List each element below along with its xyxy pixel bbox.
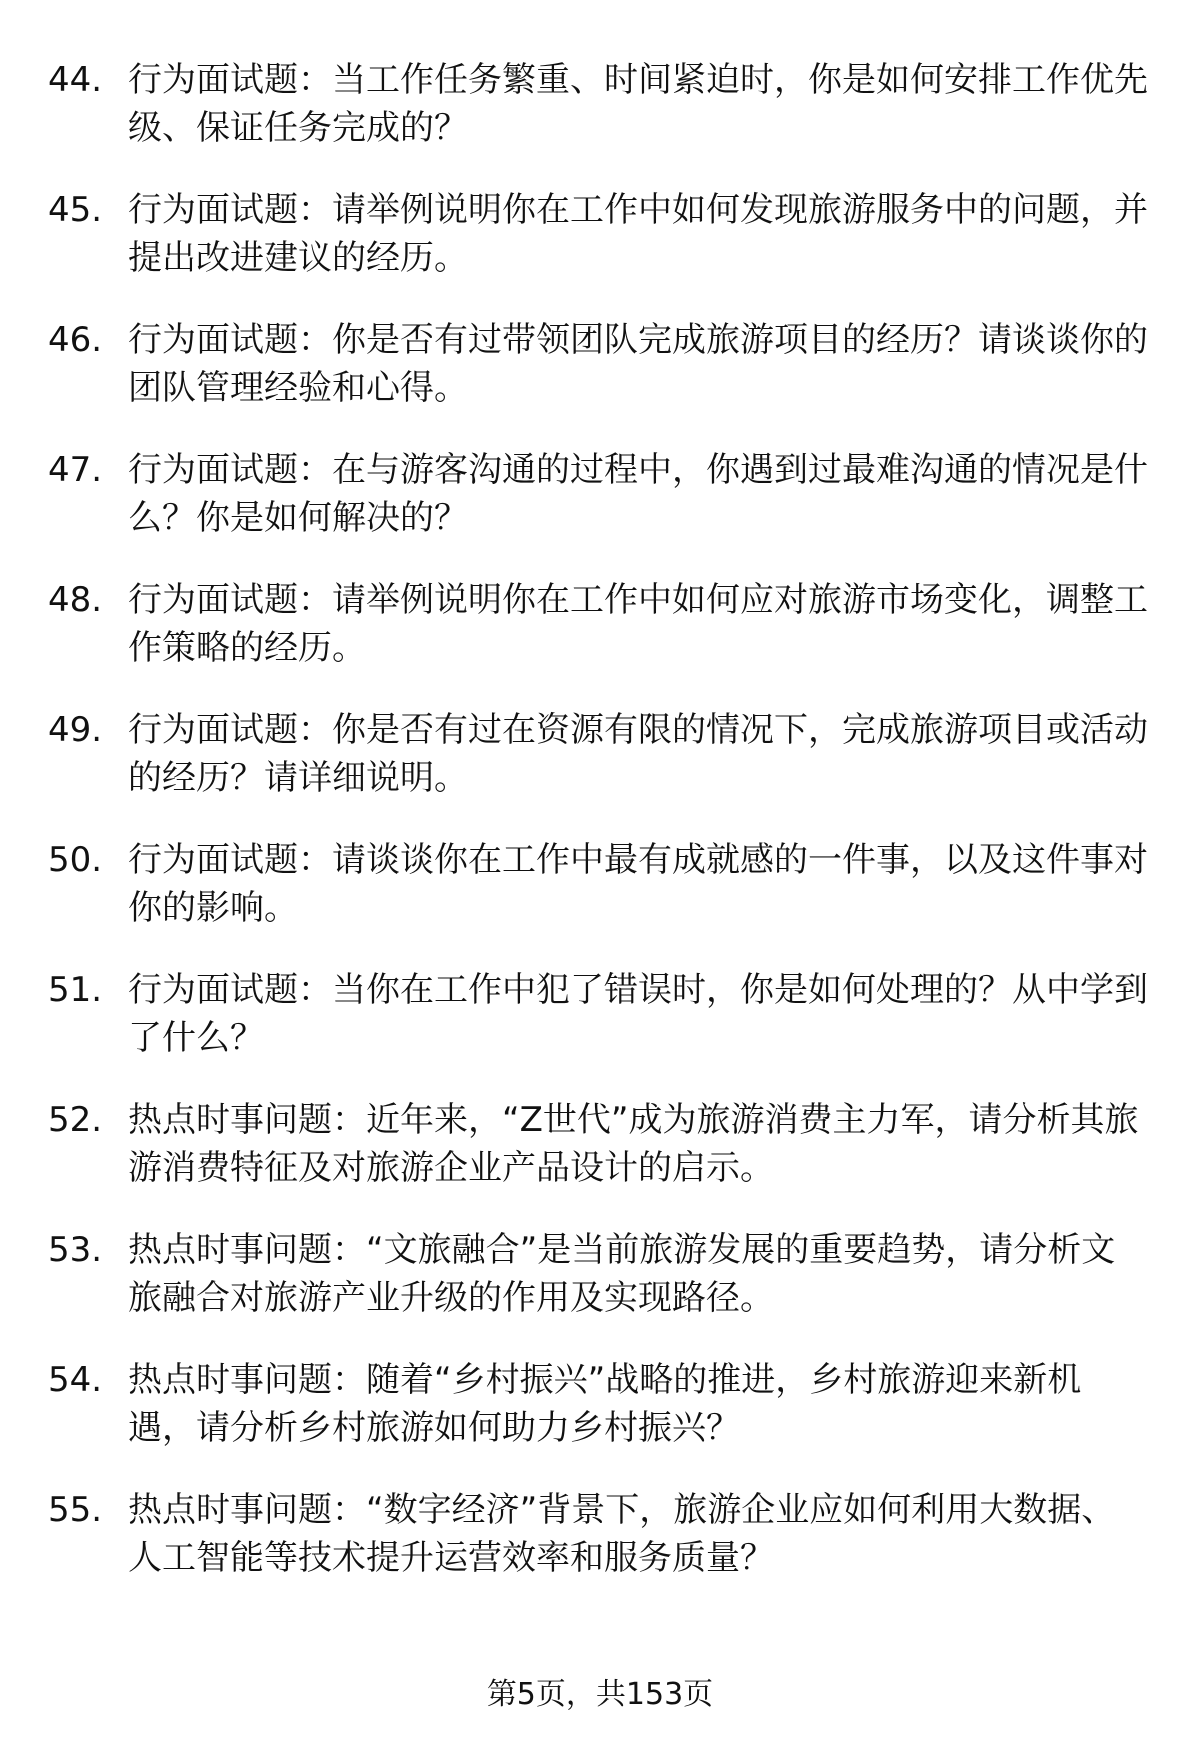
question-text: 行为面试题：当你在工作中犯了错误时，你是如何处理的？从中学到了什么？: [128, 970, 1148, 1058]
question-number: 45.: [48, 190, 103, 230]
question-text: 行为面试题：请举例说明你在工作中如何发现旅游服务中的问题，并提出改进建议的经历。: [128, 190, 1148, 278]
question-number: 55.: [48, 1490, 103, 1530]
question-number: 50.: [48, 840, 103, 880]
question-item: [48, 316, 1148, 446]
question-item: [48, 836, 1148, 966]
question-item: [48, 1486, 1148, 1616]
question-number: 52.: [48, 1100, 103, 1140]
question-item: [48, 56, 1148, 186]
question-text: 行为面试题：你是否有过在资源有限的情况下，完成旅游项目或活动的经历？请详细说明。: [128, 710, 1148, 798]
page-footer: 第5页，共153页: [486, 1677, 714, 1712]
question-item: [48, 1226, 1148, 1356]
question-number: 48.: [48, 580, 103, 620]
question-text: 热点时事问题：“数字经济”背景下，旅游企业应如何利用大数据、人工智能等技术提升运营效率和服务质量？: [128, 1490, 1116, 1578]
question-item: [48, 576, 1148, 706]
question-number: 44.: [48, 60, 103, 100]
question-number: 47.: [48, 450, 103, 490]
question-text: 行为面试题：请谈谈你在工作中最有成就感的一件事，以及这件事对你的影响。: [128, 840, 1148, 928]
question-text: 行为面试题：在与游客沟通的过程中，你遇到过最难沟通的情况是什么？你是如何解决的？: [128, 450, 1148, 538]
question-number: 49.: [48, 710, 103, 750]
question-number: 46.: [48, 320, 103, 360]
question-text: 热点时事问题：近年来，“Z世代”成为旅游消费主力军，请分析其旅游消费特征及对旅游企业产品设计的启示。: [128, 1100, 1139, 1188]
question-item: [48, 1356, 1148, 1486]
question-text: 行为面试题：请举例说明你在工作中如何应对旅游市场变化，调整工作策略的经历。: [128, 580, 1148, 668]
question-number: 51.: [48, 970, 103, 1010]
question-number: 53.: [48, 1230, 103, 1270]
question-list: [48, 56, 1148, 1616]
question-item: [48, 1096, 1148, 1226]
question-item: [48, 186, 1148, 316]
question-text: 行为面试题：你是否有过带领团队完成旅游项目的经历？请谈谈你的团队管理经验和心得。: [128, 320, 1148, 408]
question-text: 行为面试题：当工作任务繁重、时间紧迫时，你是如何安排工作优先级、保证任务完成的？: [128, 60, 1148, 148]
question-number: 54.: [48, 1360, 103, 1400]
question-text: 热点时事问题：“文旅融合”是当前旅游发展的重要趋势，请分析文旅融合对旅游产业升级的作用及实现路径。: [128, 1230, 1116, 1318]
question-item: [48, 706, 1148, 836]
question-item: [48, 446, 1148, 576]
question-text: 热点时事问题：随着“乡村振兴”战略的推进，乡村旅游迎来新机遇，请分析乡村旅游如何助力乡村振兴？: [128, 1360, 1082, 1448]
question-item: [48, 966, 1148, 1096]
